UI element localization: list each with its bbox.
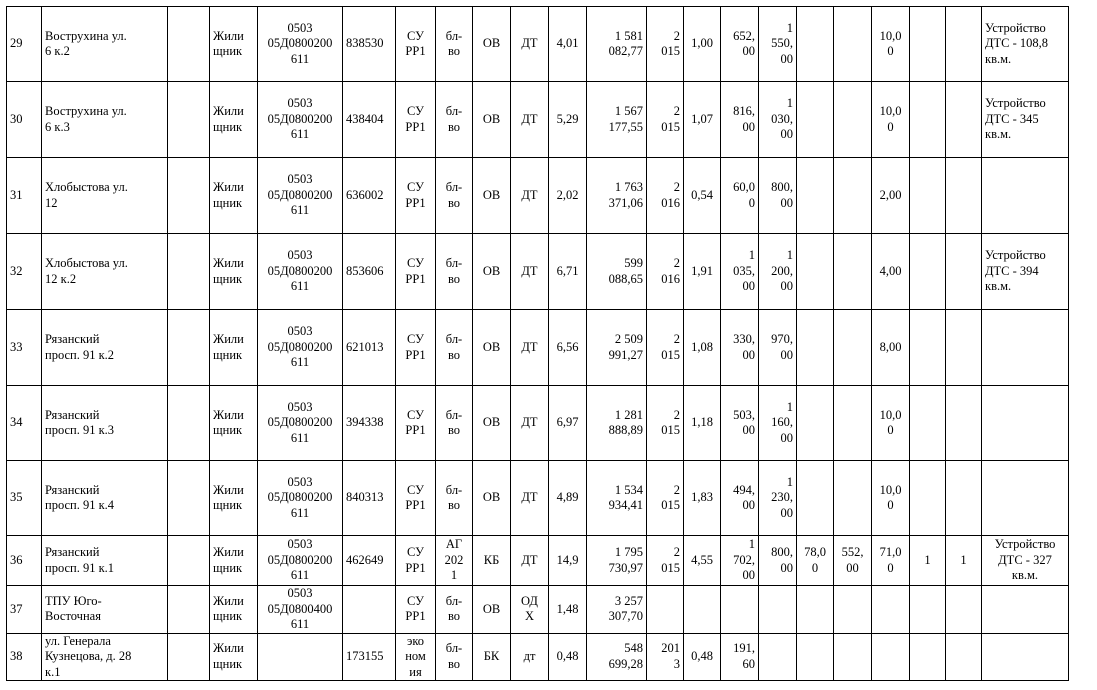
table-cell: Рязанский просп. 91 к.3 xyxy=(42,386,168,461)
table-cell: АГ 202 1 xyxy=(436,536,473,586)
table-cell: 4,00 xyxy=(872,234,910,310)
table-cell: 330, 00 xyxy=(721,310,759,386)
table-cell xyxy=(910,586,946,634)
table-cell xyxy=(982,633,1069,681)
table-cell: 29 xyxy=(7,7,42,82)
table-cell: 35 xyxy=(7,461,42,536)
table-cell: 438404 xyxy=(343,82,396,158)
table-cell: ул. Генерала Кузнецова, д. 28 к.1 xyxy=(42,633,168,681)
table-cell: 6,56 xyxy=(549,310,587,386)
table-cell xyxy=(910,82,946,158)
table-cell: 1,83 xyxy=(684,461,721,536)
table-cell xyxy=(946,234,982,310)
table-cell: СУ РР1 xyxy=(396,586,436,634)
table-cell: СУ РР1 xyxy=(396,7,436,82)
table-cell: 1 702, 00 xyxy=(721,536,759,586)
table-cell xyxy=(910,386,946,461)
table-cell xyxy=(168,461,210,536)
table-cell: Жили щник xyxy=(210,158,258,234)
table-cell: 1 160, 00 xyxy=(759,386,797,461)
table-cell: 10,0 0 xyxy=(872,7,910,82)
table-cell xyxy=(946,586,982,634)
table-cell: 1 567 177,55 xyxy=(587,82,647,158)
table-cell: 840313 xyxy=(343,461,396,536)
table-cell: бл- во xyxy=(436,586,473,634)
table-cell: Рязанский просп. 91 к.4 xyxy=(42,461,168,536)
table-cell: 78,0 0 xyxy=(797,536,834,586)
table-cell: 38 xyxy=(7,633,42,681)
table-cell: Жили щник xyxy=(210,82,258,158)
table-cell xyxy=(946,82,982,158)
table-cell xyxy=(168,82,210,158)
table-cell xyxy=(797,633,834,681)
table-cell: Жили щник xyxy=(210,633,258,681)
table-cell: 853606 xyxy=(343,234,396,310)
table-cell: Жили щник xyxy=(210,386,258,461)
table-cell: ТПУ Юго- Восточная xyxy=(42,586,168,634)
table-cell xyxy=(982,386,1069,461)
table-cell: 2 015 xyxy=(647,461,684,536)
data-table xyxy=(6,6,1069,681)
table-cell: Жили щник xyxy=(210,310,258,386)
table-cell: бл- во xyxy=(436,310,473,386)
table-cell: Вострухина ул. 6 к.2 xyxy=(42,7,168,82)
table-cell: 2,02 xyxy=(549,158,587,234)
table-cell xyxy=(797,586,834,634)
table-cell: ОВ xyxy=(473,7,511,82)
table-cell: ДТ xyxy=(511,386,549,461)
table-cell: 6,71 xyxy=(549,234,587,310)
table-cell: 10,0 0 xyxy=(872,461,910,536)
table-cell: 4,55 xyxy=(684,536,721,586)
table-cell: СУ РР1 xyxy=(396,234,436,310)
table-cell: Вострухина ул. 6 к.3 xyxy=(42,82,168,158)
table-cell: 5,29 xyxy=(549,82,587,158)
table-cell xyxy=(834,158,872,234)
table-cell: 838530 xyxy=(343,7,396,82)
table-cell: 36 xyxy=(7,536,42,586)
table-cell: 1 281 888,89 xyxy=(587,386,647,461)
table-cell: Рязанский просп. 91 к.2 xyxy=(42,310,168,386)
table-cell: ОВ xyxy=(473,234,511,310)
table-cell: 548 699,28 xyxy=(587,633,647,681)
table-cell: 2 015 xyxy=(647,386,684,461)
table-cell: 10,0 0 xyxy=(872,82,910,158)
table-cell: 800, 00 xyxy=(759,536,797,586)
table-row xyxy=(7,461,1069,536)
table-cell: 0503 05Д0800400 611 xyxy=(258,586,343,634)
table-cell: 37 xyxy=(7,586,42,634)
table-cell: Жили щник xyxy=(210,586,258,634)
table-row xyxy=(7,234,1069,310)
table-row xyxy=(7,82,1069,158)
table-cell: 10,0 0 xyxy=(872,386,910,461)
table-cell: 552, 00 xyxy=(834,536,872,586)
table-cell xyxy=(797,234,834,310)
table-cell: 2 016 xyxy=(647,158,684,234)
table-cell: ОВ xyxy=(473,82,511,158)
table-cell xyxy=(834,82,872,158)
table-row xyxy=(7,158,1069,234)
table-cell: ДТ xyxy=(511,461,549,536)
table-cell: БК xyxy=(473,633,511,681)
table-row xyxy=(7,7,1069,82)
table-cell: 2,00 xyxy=(872,158,910,234)
table-cell: 0,48 xyxy=(549,633,587,681)
table-cell: 816, 00 xyxy=(721,82,759,158)
table-cell: бл- во xyxy=(436,7,473,82)
table-cell: бл- во xyxy=(436,633,473,681)
table-cell: ОВ xyxy=(473,386,511,461)
table-cell xyxy=(684,586,721,634)
table-cell: 30 xyxy=(7,82,42,158)
table-cell: 191, 60 xyxy=(721,633,759,681)
table-cell: 6,97 xyxy=(549,386,587,461)
table-cell: эко ном ия xyxy=(396,633,436,681)
table-cell: 599 088,65 xyxy=(587,234,647,310)
table-cell: СУ РР1 xyxy=(396,82,436,158)
table-cell: 3 257 307,70 xyxy=(587,586,647,634)
table-cell xyxy=(797,310,834,386)
table-cell: ОВ xyxy=(473,586,511,634)
table-cell: 0503 05Д0800200 611 xyxy=(258,536,343,586)
table-cell xyxy=(797,461,834,536)
table-cell: 1 550, 00 xyxy=(759,7,797,82)
table-cell xyxy=(834,234,872,310)
table-cell: 4,89 xyxy=(549,461,587,536)
table-cell: ОВ xyxy=(473,158,511,234)
table-cell xyxy=(168,158,210,234)
table-cell: Рязанский просп. 91 к.1 xyxy=(42,536,168,586)
table-cell: ОД Х xyxy=(511,586,549,634)
table-row xyxy=(7,586,1069,634)
table-cell xyxy=(343,586,396,634)
table-cell: 0503 05Д0800200 611 xyxy=(258,310,343,386)
table-cell: 1,91 xyxy=(684,234,721,310)
table-cell: 652, 00 xyxy=(721,7,759,82)
table-cell: Хлобыстова ул. 12 к.2 xyxy=(42,234,168,310)
table-cell: 0503 05Д0800200 611 xyxy=(258,7,343,82)
table-cell: Устройство ДТС - 327 кв.м. xyxy=(982,536,1069,586)
table-cell: 32 xyxy=(7,234,42,310)
table-cell: 8,00 xyxy=(872,310,910,386)
table-cell: ДТ xyxy=(511,310,549,386)
table-cell xyxy=(834,386,872,461)
table-cell xyxy=(168,234,210,310)
table-cell: 0503 05Д0800200 611 xyxy=(258,234,343,310)
table-cell xyxy=(834,586,872,634)
table-cell xyxy=(168,310,210,386)
table-cell: ОВ xyxy=(473,310,511,386)
table-cell: Жили щник xyxy=(210,7,258,82)
table-cell: 621013 xyxy=(343,310,396,386)
table-cell xyxy=(168,536,210,586)
table-cell: 1,00 xyxy=(684,7,721,82)
table-cell: бл- во xyxy=(436,234,473,310)
table-cell: Хлобыстова ул. 12 xyxy=(42,158,168,234)
table-cell xyxy=(168,586,210,634)
table-cell xyxy=(982,158,1069,234)
table-cell: 1 200, 00 xyxy=(759,234,797,310)
table-cell: 0503 05Д0800200 611 xyxy=(258,461,343,536)
table-cell: 2 015 xyxy=(647,7,684,82)
table-cell: 1,48 xyxy=(549,586,587,634)
table-cell: 0503 05Д0800200 611 xyxy=(258,386,343,461)
table-cell: 462649 xyxy=(343,536,396,586)
table-cell: 1,08 xyxy=(684,310,721,386)
table-cell: 1 230, 00 xyxy=(759,461,797,536)
table-cell xyxy=(797,158,834,234)
table-cell xyxy=(910,310,946,386)
table-cell: 34 xyxy=(7,386,42,461)
table-cell xyxy=(946,633,982,681)
table-row xyxy=(7,310,1069,386)
table-cell: 1 035, 00 xyxy=(721,234,759,310)
table-cell xyxy=(797,386,834,461)
table-cell: СУ РР1 xyxy=(396,536,436,586)
table-cell: Жили щник xyxy=(210,461,258,536)
table-cell xyxy=(946,386,982,461)
table-cell: 1 795 730,97 xyxy=(587,536,647,586)
table-cell xyxy=(910,633,946,681)
table-cell: ДТ xyxy=(511,158,549,234)
table-cell: бл- во xyxy=(436,386,473,461)
data-table-container xyxy=(6,6,1069,681)
table-cell xyxy=(834,461,872,536)
table-cell xyxy=(910,234,946,310)
table-cell: 0503 05Д0800200 611 xyxy=(258,82,343,158)
table-cell xyxy=(168,633,210,681)
table-cell: 31 xyxy=(7,158,42,234)
table-cell xyxy=(910,461,946,536)
table-cell: ДТ xyxy=(511,7,549,82)
table-cell: 14,9 xyxy=(549,536,587,586)
table-cell xyxy=(834,7,872,82)
table-cell: СУ РР1 xyxy=(396,461,436,536)
table-cell: 2 015 xyxy=(647,82,684,158)
table-cell xyxy=(872,633,910,681)
table-cell: 1 581 082,77 xyxy=(587,7,647,82)
table-cell xyxy=(168,386,210,461)
table-cell: ДТ xyxy=(511,536,549,586)
table-cell: 1 030, 00 xyxy=(759,82,797,158)
table-cell: 2 016 xyxy=(647,234,684,310)
table-cell: 2 015 xyxy=(647,536,684,586)
table-cell: Устройство ДТС - 345 кв.м. xyxy=(982,82,1069,158)
table-body xyxy=(7,7,1069,681)
table-cell xyxy=(910,158,946,234)
table-cell: 0,48 xyxy=(684,633,721,681)
table-cell: 173155 xyxy=(343,633,396,681)
table-cell: 1 534 934,41 xyxy=(587,461,647,536)
table-cell: Устройство ДТС - 108,8 кв.м. xyxy=(982,7,1069,82)
table-cell xyxy=(946,158,982,234)
table-cell: КБ xyxy=(473,536,511,586)
table-cell: СУ РР1 xyxy=(396,158,436,234)
table-cell xyxy=(834,633,872,681)
table-cell xyxy=(759,586,797,634)
table-cell: 2 015 xyxy=(647,310,684,386)
table-cell: 1,18 xyxy=(684,386,721,461)
table-cell: ОВ xyxy=(473,461,511,536)
table-cell xyxy=(982,461,1069,536)
table-cell: Жили щник xyxy=(210,536,258,586)
table-cell: бл- во xyxy=(436,461,473,536)
table-cell: 0,54 xyxy=(684,158,721,234)
table-cell: 494, 00 xyxy=(721,461,759,536)
table-cell: 201 3 xyxy=(647,633,684,681)
table-cell xyxy=(797,7,834,82)
table-cell xyxy=(834,310,872,386)
table-cell: Жили щник xyxy=(210,234,258,310)
table-cell: бл- во xyxy=(436,158,473,234)
table-cell: 4,01 xyxy=(549,7,587,82)
table-cell xyxy=(982,310,1069,386)
table-cell: бл- во xyxy=(436,82,473,158)
table-cell xyxy=(872,586,910,634)
table-cell: СУ РР1 xyxy=(396,310,436,386)
table-cell xyxy=(946,7,982,82)
table-cell: 60,0 0 xyxy=(721,158,759,234)
table-cell: 0503 05Д0800200 611 xyxy=(258,158,343,234)
table-cell xyxy=(797,82,834,158)
table-cell: 503, 00 xyxy=(721,386,759,461)
table-cell: 33 xyxy=(7,310,42,386)
table-row xyxy=(7,633,1069,681)
table-cell: 1 xyxy=(910,536,946,586)
table-cell xyxy=(946,310,982,386)
table-cell: СУ РР1 xyxy=(396,386,436,461)
table-cell xyxy=(910,7,946,82)
table-cell xyxy=(946,461,982,536)
table-cell: дт xyxy=(511,633,549,681)
table-cell xyxy=(168,7,210,82)
table-cell xyxy=(647,586,684,634)
table-cell: 1 763 371,06 xyxy=(587,158,647,234)
table-cell xyxy=(721,586,759,634)
table-cell: 2 509 991,27 xyxy=(587,310,647,386)
table-cell: 800, 00 xyxy=(759,158,797,234)
table-cell: ДТ xyxy=(511,234,549,310)
table-cell: 970, 00 xyxy=(759,310,797,386)
table-cell: 636002 xyxy=(343,158,396,234)
table-cell: 394338 xyxy=(343,386,396,461)
table-cell: 1,07 xyxy=(684,82,721,158)
table-cell: 71,0 0 xyxy=(872,536,910,586)
table-cell xyxy=(982,586,1069,634)
table-row xyxy=(7,386,1069,461)
table-cell: Устройство ДТС - 394 кв.м. xyxy=(982,234,1069,310)
table-cell: ДТ xyxy=(511,82,549,158)
table-cell xyxy=(258,633,343,681)
table-cell xyxy=(759,633,797,681)
table-row xyxy=(7,536,1069,586)
table-cell: 1 xyxy=(946,536,982,586)
